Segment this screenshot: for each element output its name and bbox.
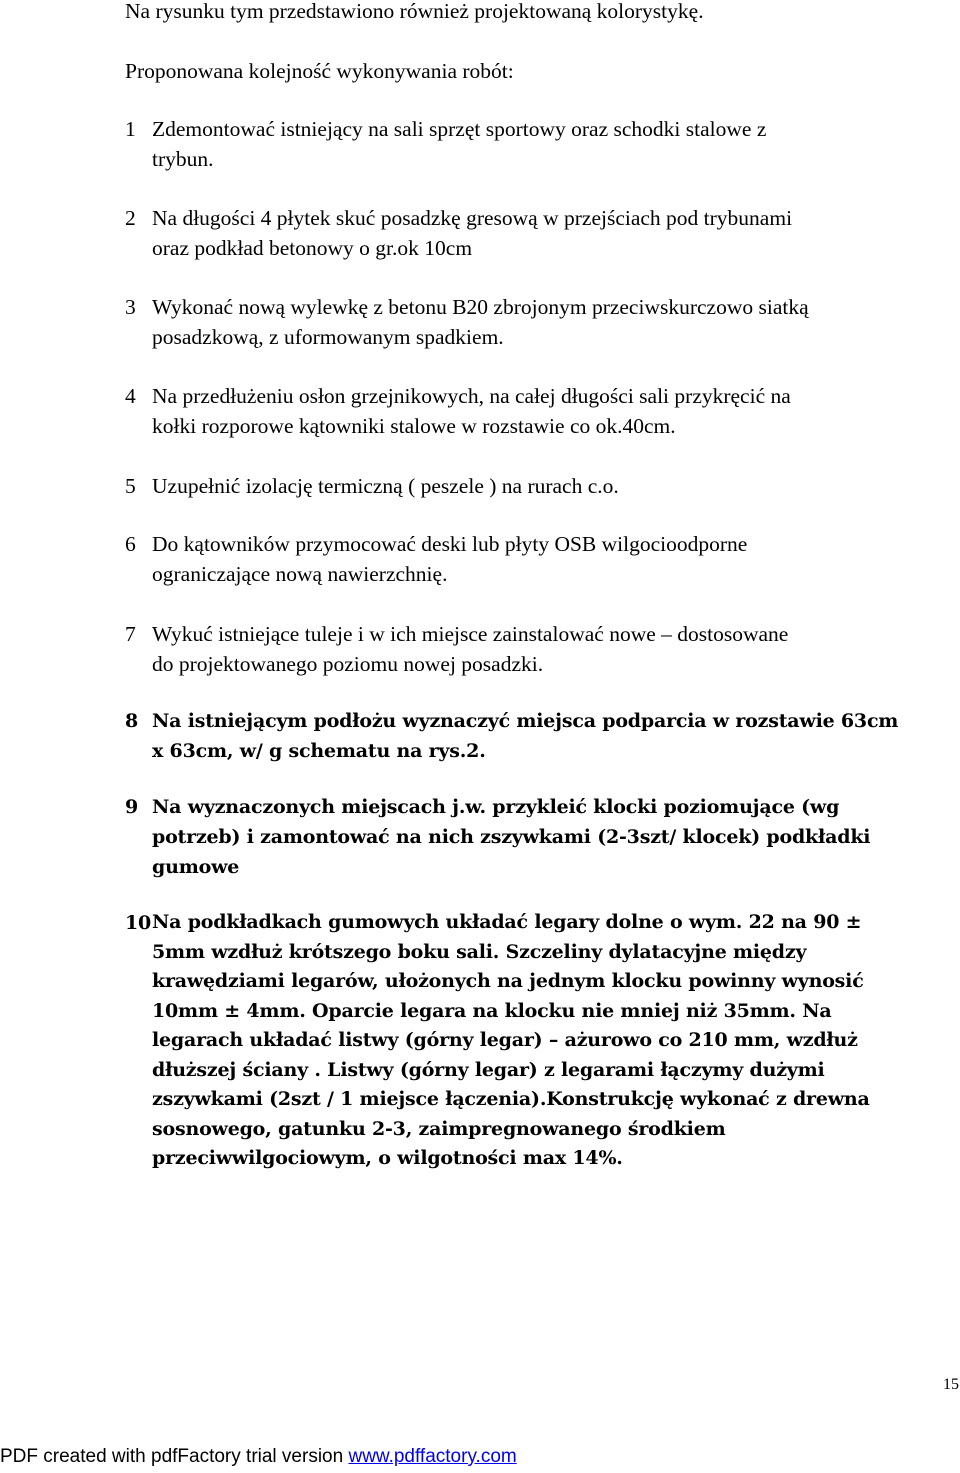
- item-text: Uzupełnić izolację termiczną ( peszele ) na rurach c.o.: [152, 474, 619, 498]
- item-number: 6: [125, 532, 136, 556]
- item-number: 9: [125, 796, 139, 818]
- footer-link[interactable]: www.pdffactory.com: [348, 1446, 517, 1467]
- intro-line-1: Na rysunku tym przedstawiono również projektowaną kolorystykę.: [125, 0, 704, 23]
- item-number: 3: [125, 295, 136, 319]
- footer-text: PDF created with pdfFactory trial version: [0, 1446, 349, 1467]
- item-text: Na istniejącym podłożu wyznaczyć miejsca podparcia w rozstawie 63cm x 63cm, w/ g schematu na rys.2.: [152, 710, 899, 762]
- item-number: 5: [125, 474, 136, 498]
- item-text: Do kątowników przymocować deski lub płyty OSB wilgocioodporne ograniczające nową nawierzchnię.: [152, 532, 748, 586]
- item-text: Na podkładkach gumowych układać legary dolne o wym. 22 na 90 ± 5mm wzdłuż krótszego boku sali. Szczeliny dylatacyjne między krawędziami legarów, ułożonych na jednym klocku powinny wynosić 10mm ± 4mm. Oparcie legara na klocku nie mniej niż 35mm. Na legarach układać listwy (górny legar) – ażurowo co 210 mm, wzdłuż dłuższej ściany . Listwy (górny legar) z legarami łączymy dużymi zszywkami (2szt / 1 miejsce łączenia).Konstrukcję wykonać z drewna sosnowego, gatunku 2-3, zaimpregnowanego środkiem przeciwwilgociowym, o wilgotności max 14%.: [152, 911, 870, 1169]
- item-text: Na wyznaczonych miejscach j.w. przykleić klocki poziomujące (wg potrzeb) i zamontować na nich zszywkami (2-3szt/ klocek) podkładki gumowe: [152, 796, 871, 878]
- item-text: Zdemontować istniejący na sali sprzęt sportowy oraz schodki stalowe z trybun.: [152, 117, 767, 171]
- item-text: Wykonać nową wylewkę z betonu B20 zbrojonym przeciwskurczowo siatką posadzkową, z uformowanym spadkiem.: [152, 295, 809, 349]
- item-text: Na przedłużeniu osłon grzejnikowych, na całej długości sali przykręcić na kołki rozporowe kątowniki stalowe w rozstawie co ok.40cm.: [152, 384, 791, 438]
- item-number: 4: [125, 384, 136, 408]
- item-number: 8: [125, 710, 139, 732]
- item-number: 1: [125, 117, 136, 141]
- item-number: 2: [125, 206, 136, 230]
- item-text: Na długości 4 płytek skuć posadzkę gresową w przejściach pod trybunami oraz podkład betonowy o gr.ok 10cm: [152, 206, 793, 260]
- pdf-footer: [0, 1446, 517, 1468]
- item-number: 10: [125, 912, 152, 934]
- item-number: 7: [125, 622, 136, 646]
- item-text: Wykuć istniejące tuleje i w ich miejsce zainstalować nowe – dostosowane do projektowanego poziomu nowej posadzki.: [152, 622, 789, 676]
- intro-line-2: Proponowana kolejność wykonywania robót:: [125, 59, 514, 83]
